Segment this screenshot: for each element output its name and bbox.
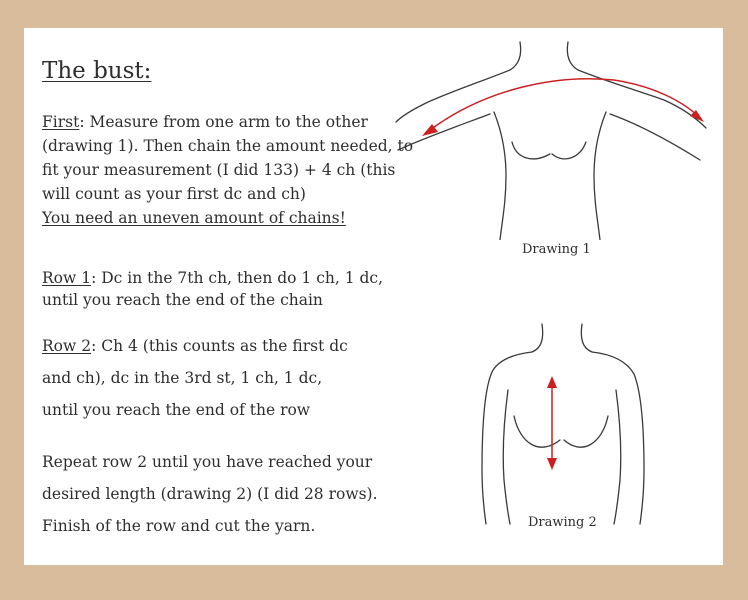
uneven-chains-note: You need an uneven amount of chains! (42, 209, 346, 227)
step-row-1 (42, 267, 402, 311)
step-first (42, 110, 422, 230)
drawing-1-caption: Drawing 1 (522, 242, 591, 257)
step-repeat: Repeat row 2 until you have reached your desired length (drawing 2) (I did 28 rows). Finish of the row and cut the yarn. (42, 453, 378, 535)
step-first-label: First (42, 113, 80, 131)
step-row-1-text: : Dc in the 7th ch, then do 1 ch, 1 dc, until you reach the end of the chain (42, 269, 384, 309)
drawing-1-bust-outline (394, 40, 714, 240)
step-row-2 (42, 330, 362, 426)
step-row-2-text: : Ch 4 (this counts as the first dc and ch), dc in the 3rd st, 1 ch, 1 dc, until you reach the end of the row (42, 337, 348, 419)
step-row-1-label: Row 1 (42, 269, 92, 287)
instruction-card (24, 28, 723, 565)
drawing-2-caption: Drawing 2 (528, 515, 597, 530)
page-title: The bust: (42, 58, 152, 84)
step-first-text: : Measure from one arm to the other (drawing 1). Then chain the amount needed, to fit your measurement (I did 133) + 4 ch (this will count as your first dc and ch) (42, 113, 414, 203)
step-row-2-label: Row 2 (42, 337, 92, 355)
drawing-2-length-outline (464, 320, 654, 526)
